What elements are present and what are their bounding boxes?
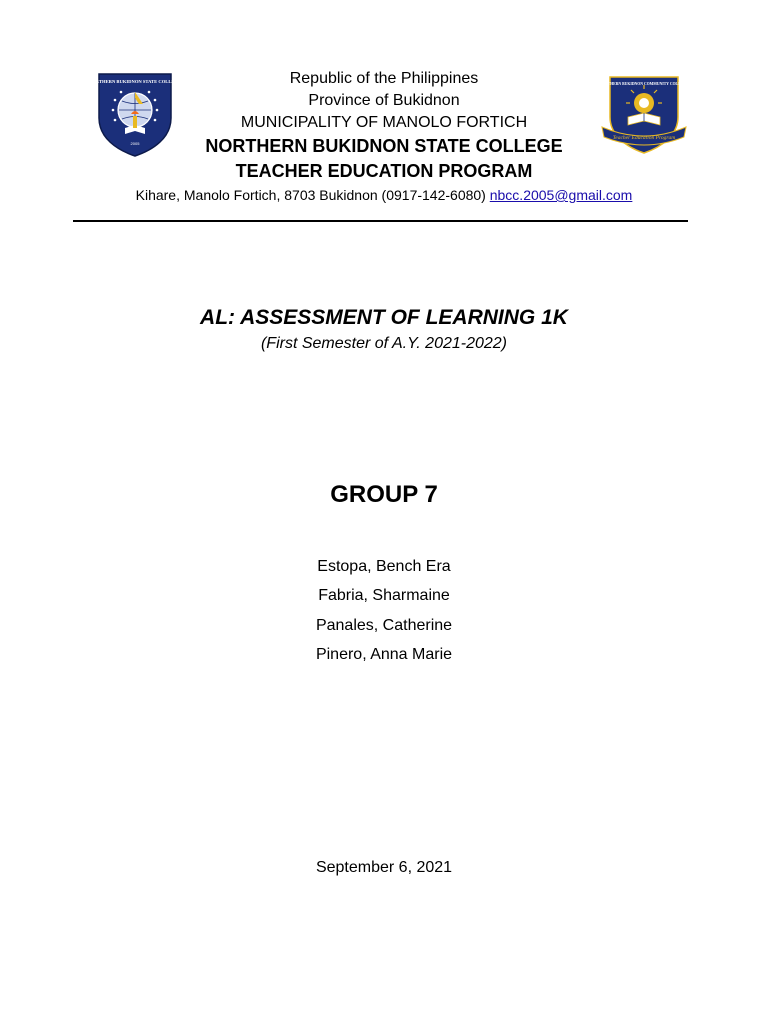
group-title: GROUP 7 <box>330 481 438 508</box>
program-name: TEACHER EDUCATION PROGRAM <box>235 161 533 181</box>
submission-date: September 6, 2021 <box>315 859 453 876</box>
college-name: NORTHERN BUKIDNON STATE COLLEGE <box>205 136 563 156</box>
country-line: Republic of the Philippines <box>289 70 479 87</box>
address-text: Kihare, Manolo Fortich, 8703 Bukidnon (0917-142-6080) <box>135 187 486 203</box>
course-title: AL: ASSESSMENT OF LEARNING 1K <box>200 306 568 329</box>
seal-banner: Teacher Education Program <box>612 135 676 141</box>
province-line: Province of Bukidnon <box>308 92 460 109</box>
seal-lettering: NORTHERN BUKIDNON COMMUNITY COLLEGE <box>599 82 689 86</box>
member-name: Estopa, Bench Era <box>317 558 451 575</box>
member-name: Panales, Catherine <box>315 616 453 634</box>
member-name: Pinero, Anna Marie <box>315 645 453 663</box>
municipality-line: MUNICIPALITY OF MANOLO FORTICH <box>240 114 528 131</box>
member-name: Fabria, Sharmaine <box>318 587 450 605</box>
member-list <box>0 552 768 669</box>
header-divider <box>73 220 688 222</box>
letterhead <box>0 68 768 206</box>
semester-subtitle: (First Semester of A.Y. 2021-2022) <box>260 335 508 352</box>
contact-line <box>0 184 768 206</box>
email-link[interactable]: nbcc.2005@gmail.com <box>489 187 633 203</box>
seal-year: 2005 <box>130 141 140 146</box>
seal-lettering: NORTHERN BUKIDNON STATE COLLEGE <box>88 79 182 84</box>
